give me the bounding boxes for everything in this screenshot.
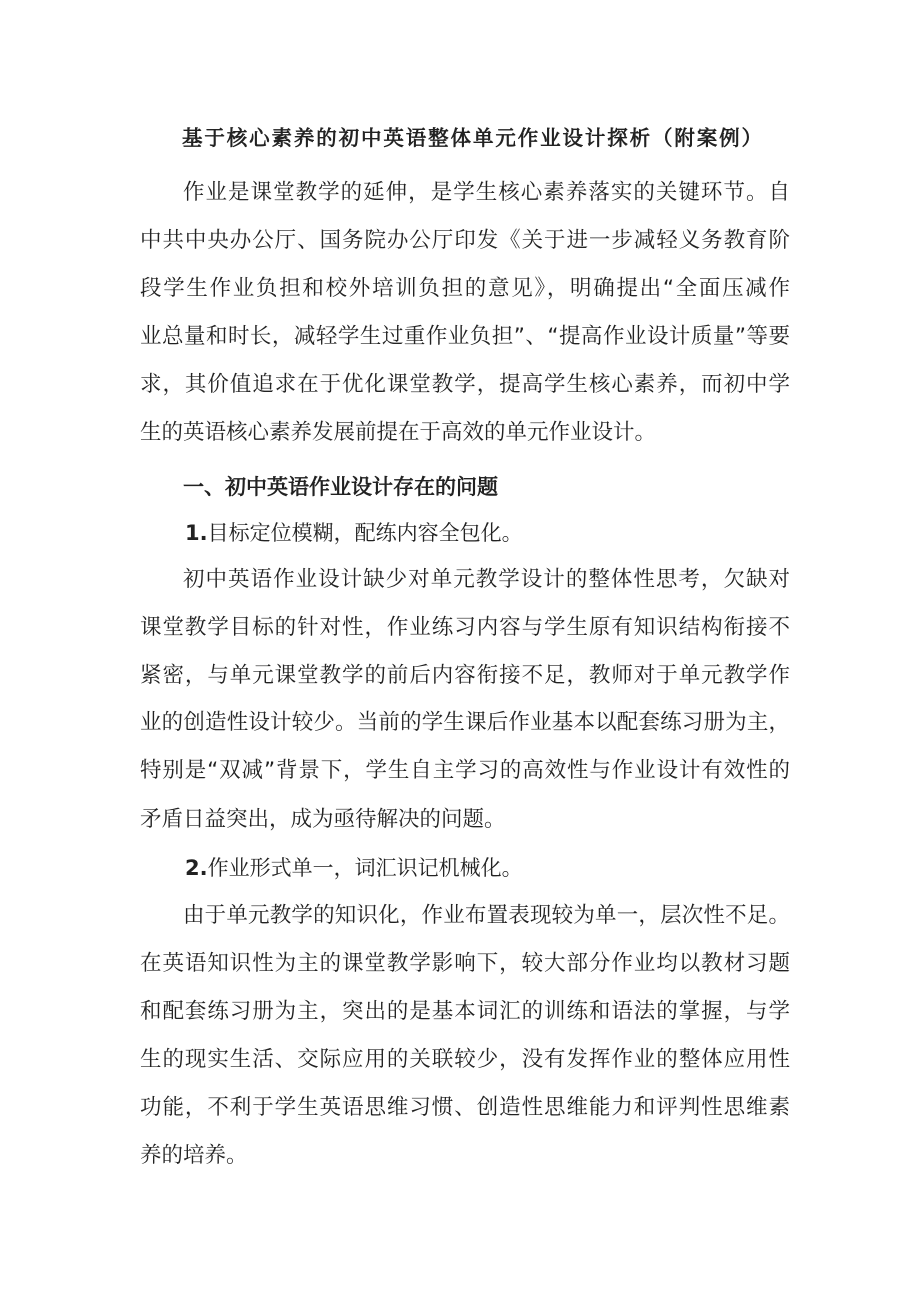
subheading-number: 1. bbox=[185, 521, 208, 545]
paragraph-line: 段学生作业负担和校外培训负担的意见》，明确提出“全面压减作 bbox=[140, 276, 790, 301]
paragraph-line: 生的英语核心素养发展前提在于高效的单元作业设计。 bbox=[140, 420, 657, 445]
paragraph-line: 作业是课堂教学的延伸，是学生核心素养落实的关键环节。自 bbox=[183, 180, 790, 205]
paragraph-line: 和配套练习册为主，突出的是基本词汇的训练和语法的掌握，与学 bbox=[140, 999, 790, 1024]
paragraph-line: 中共中央办公厅、国务院办公厅印发《关于进一步减轻义务教育阶 bbox=[140, 228, 790, 253]
subheading-number: 2. bbox=[185, 856, 208, 880]
paragraph-line: 矛盾日益突出，成为亟待解决的问题。 bbox=[140, 807, 506, 832]
subheading-text: 作业形式单一，词汇识记机械化。 bbox=[207, 856, 523, 880]
section-heading: 一、初中英语作业设计存在的问题 bbox=[183, 475, 498, 499]
document-title: 基于核心素养的初中英语整体单元作业设计探析（附案例） bbox=[182, 126, 762, 150]
paragraph-line: 业总量和时长，减轻学生过重作业负担”、“提高作业设计质量”等要 bbox=[140, 324, 790, 349]
paragraph-line: 初中英语作业设计缺少对单元教学设计的整体性思考，欠缺对 bbox=[183, 567, 790, 592]
paragraph-line: 求，其价值追求在于优化课堂教学，提高学生核心素养，而初中学 bbox=[140, 372, 790, 397]
paragraph-line: 紧密，与单元课堂教学的前后内容衔接不足，教师对于单元教学作 bbox=[140, 663, 790, 688]
subheading-1 bbox=[185, 520, 835, 546]
paragraph-line: 在英语知识性为主的课堂教学影响下，较大部分作业均以教材习题 bbox=[140, 951, 790, 976]
paragraph-line: 业的创造性设计较少。当前的学生课后作业基本以配套练习册为主， bbox=[140, 710, 790, 735]
paragraph-line: 由于单元教学的知识化，作业布置表现较为单一，层次性不足。 bbox=[183, 903, 790, 928]
paragraph-line: 课堂教学目标的针对性，作业练习内容与学生原有知识结构衔接不 bbox=[140, 615, 790, 640]
paragraph-line: 生的现实生活、交际应用的关联较少，没有发挥作业的整体应用性 bbox=[140, 1047, 790, 1072]
paragraph-line: 特别是“双减”背景下，学生自主学习的高效性与作业设计有效性的 bbox=[140, 758, 790, 783]
paragraph-line: 养的培养。 bbox=[140, 1143, 248, 1168]
subheading-text: 目标定位模糊，配练内容全包化。 bbox=[207, 521, 523, 545]
paragraph-line: 功能，不利于学生英语思维习惯、创造性思维能力和评判性思维素 bbox=[140, 1095, 790, 1120]
subheading-2 bbox=[185, 855, 835, 881]
